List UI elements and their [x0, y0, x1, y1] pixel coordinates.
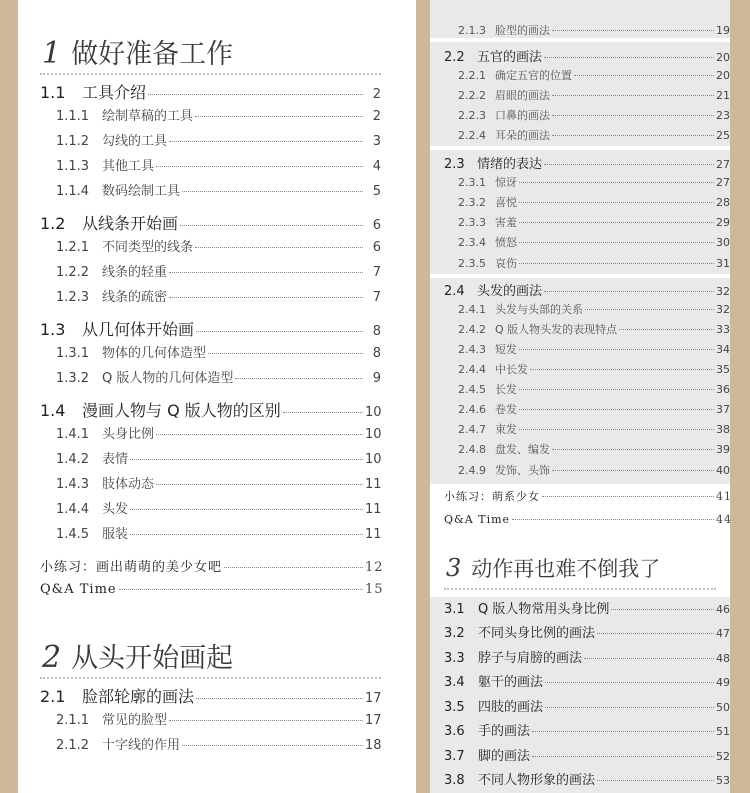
toc-row[interactable]: 1.4.1 头身比例 10	[40, 423, 381, 442]
toc-row[interactable]: 1.2 从线条开始画 6	[40, 211, 381, 234]
toc-row[interactable]: 2.2.2 眉眼的画法 21	[458, 89, 730, 102]
toc-title: 工具介绍	[82, 83, 147, 102]
toc-page: 30	[716, 236, 730, 249]
toc-row[interactable]: 2.3 情绪的表达 27	[444, 153, 730, 172]
toc-title: 头发与头部的关系	[495, 303, 583, 316]
chapter-1-rule	[40, 73, 381, 75]
toc-title: 常见的脸型	[102, 713, 168, 728]
dot-leader	[196, 698, 363, 699]
toc-row[interactable]: 1.4.3 肢体动态 11	[40, 473, 381, 492]
toc-title: 物体的几何体造型	[102, 346, 207, 361]
toc-row[interactable]: 1.1.2 勾线的工具 3	[40, 130, 381, 149]
dot-leader	[552, 95, 714, 96]
toc-title: 线条的轻重	[102, 265, 168, 280]
dot-leader	[532, 756, 714, 757]
chapter-1-heading	[42, 32, 233, 71]
toc-row[interactable]: 2.2.3 口鼻的画法 23	[458, 109, 730, 122]
dot-leader	[544, 164, 714, 165]
toc-title: 确定五官的位置	[495, 69, 572, 82]
dot-leader	[130, 459, 363, 460]
dot-leader	[545, 707, 714, 708]
toc-page: 49	[716, 676, 730, 689]
toc-title: 脸部轮廓的画法	[82, 687, 195, 706]
toc-row[interactable]: 2.3.4 愤怒 30	[458, 236, 730, 249]
toc-title: 肢体动态	[102, 477, 155, 492]
toc-page: 44	[716, 513, 732, 526]
toc-title: 勾线的工具	[102, 134, 168, 149]
toc-title: 从线条开始画	[82, 214, 179, 233]
toc-page: 34	[716, 343, 730, 356]
toc-title: 长发	[495, 383, 517, 396]
toc-title: 头身比例	[102, 427, 155, 442]
toc-row[interactable]: 2.4.3 短发 34	[458, 343, 730, 356]
chapter-3-rule	[444, 588, 716, 590]
toc-page: 8	[372, 346, 381, 361]
toc-title: 不同人物形象的画法	[478, 773, 596, 788]
dot-leader	[169, 141, 363, 142]
toc-page: 41	[716, 490, 732, 503]
toc-row[interactable]: 3.1 Q 版人物常用头身比例 46	[444, 598, 730, 617]
toc-title: 卷发	[495, 403, 517, 416]
toc-title: 束发	[495, 423, 517, 436]
chapter-2-heading	[42, 636, 233, 675]
toc-row[interactable]: 2.2.1 确定五官的位置 20	[458, 69, 730, 82]
toc-title: 五官的画法	[477, 50, 543, 65]
dot-leader	[552, 449, 714, 450]
toc-page: 9	[372, 371, 381, 386]
toc-page: 17	[365, 691, 382, 706]
toc-title: 不同头身比例的画法	[478, 626, 596, 641]
dot-leader	[519, 222, 714, 223]
dot-leader	[519, 263, 714, 264]
toc-page: 36	[716, 383, 730, 396]
toc-title: 头发的画法	[477, 284, 543, 299]
toc-row[interactable]: 3.4 躯干的画法 49	[444, 671, 730, 690]
dot-leader	[552, 115, 714, 116]
dot-leader	[512, 519, 714, 520]
toc-page: 4	[372, 159, 381, 174]
toc-page: 11	[365, 502, 382, 517]
toc-title: 小练习：萌系少女	[444, 490, 540, 503]
toc-page: 48	[716, 652, 730, 665]
dot-leader	[519, 182, 714, 183]
right-page	[430, 0, 730, 793]
toc-page: 38	[716, 423, 730, 436]
toc-title: 中长发	[495, 363, 528, 376]
toc-row[interactable]: 2.4.5 长发 36	[458, 383, 730, 396]
toc-page: 46	[716, 603, 730, 616]
toc-page: 47	[716, 627, 730, 640]
toc-page: 32	[716, 303, 730, 316]
dot-leader	[130, 534, 363, 535]
dot-leader	[544, 57, 714, 58]
toc-page: 7	[372, 290, 381, 305]
toc-page: 12	[365, 560, 384, 575]
dot-leader	[552, 135, 714, 136]
dot-leader	[552, 30, 714, 31]
chapter-1-title: 做好准备工作	[71, 39, 234, 70]
dot-leader	[208, 353, 363, 354]
toc-page: 6	[372, 240, 381, 255]
dot-leader	[544, 291, 714, 292]
toc-row[interactable]: 2.1.2 十字线的作用 18	[40, 734, 381, 753]
toc-title: 四肢的画法	[478, 700, 544, 715]
toc-row[interactable]: 1.4.2 表情 10	[40, 448, 381, 467]
toc-page: 33	[716, 323, 730, 336]
dot-leader	[235, 378, 363, 379]
toc-row[interactable]: 1.1.1 绘制草稿的工具 2	[40, 105, 381, 124]
toc-page: 27	[716, 176, 730, 189]
toc-page: 2	[372, 87, 381, 102]
toc-row[interactable]: 2.2 五官的画法 20	[444, 46, 730, 65]
toc-title: 惊讶	[495, 176, 517, 189]
toc-page: 10	[365, 427, 382, 442]
dot-leader	[574, 75, 714, 76]
toc-title: 喜悦	[495, 196, 517, 209]
toc-title: Q 版人物的几何体造型	[102, 371, 234, 386]
dot-leader	[585, 309, 714, 310]
toc-page: 17	[365, 713, 382, 728]
toc-row[interactable]: 3.2 不同头身比例的画法 47	[444, 622, 730, 641]
toc-row[interactable]: 2.2.4 耳朵的画法 25	[458, 129, 730, 142]
dot-leader	[169, 272, 363, 273]
toc-title: 小练习：画出萌萌的美少女吧	[40, 560, 223, 575]
toc-title: 口鼻的画法	[495, 109, 550, 122]
dot-leader	[552, 470, 714, 471]
toc-row-qa[interactable]	[40, 582, 384, 597]
toc-row[interactable]: 2.4 头发的画法 32	[444, 280, 730, 299]
toc-title: 短发	[495, 343, 517, 356]
dot-leader	[542, 496, 714, 497]
toc-row[interactable]: 2.3.3 害羞 29	[458, 216, 730, 229]
toc-page: 39	[716, 443, 730, 456]
toc-row[interactable]: 1.3.1 物体的几何体造型 8	[40, 342, 381, 361]
toc-row[interactable]: 2.4.4 中长发 35	[458, 363, 730, 376]
toc-title: 表情	[102, 452, 129, 467]
dot-leader	[148, 94, 363, 95]
toc-title: Q&A Time	[444, 513, 511, 526]
toc-page: 51	[716, 725, 730, 738]
toc-row[interactable]: 1.1.3 其他工具 4	[40, 155, 381, 174]
toc-title: 十字线的作用	[102, 738, 181, 753]
toc-title: 手的画法	[478, 724, 531, 739]
toc-row[interactable]: 2.4.8 盘发、编发 39	[458, 443, 730, 456]
dot-leader	[283, 412, 363, 413]
toc-row[interactable]: 3.3 脖子与肩膀的画法 48	[444, 647, 730, 666]
toc-row-practice[interactable]	[40, 556, 384, 575]
dot-leader	[519, 389, 714, 390]
toc-title: 其他工具	[102, 159, 155, 174]
chapter-2-rule	[40, 677, 381, 679]
toc-page: 23	[716, 109, 730, 122]
toc-title: 脖子与肩膀的画法	[478, 651, 583, 666]
dot-leader	[532, 731, 714, 732]
toc-title: 漫画人物与 Q 版人物的区别	[82, 401, 281, 420]
toc-page: 53	[716, 774, 730, 787]
dot-leader	[530, 369, 714, 370]
toc-page: 8	[372, 324, 381, 339]
toc-row[interactable]: 2.3.1 惊讶 27	[458, 176, 730, 189]
toc-page: 10	[365, 452, 382, 467]
dot-leader	[597, 633, 714, 634]
toc-row[interactable]: 1.3.2 Q 版人物的几何体造型 9	[40, 367, 381, 386]
toc-page: 40	[716, 464, 730, 477]
toc-title: 不同类型的线条	[102, 240, 194, 255]
toc-page: 25	[716, 129, 730, 142]
toc-page: 52	[716, 750, 730, 763]
dot-leader	[195, 116, 363, 117]
toc-title: 发饰、头饰	[495, 464, 550, 477]
dot-leader	[156, 166, 363, 167]
toc-title: Q 版人物头发的表现特点	[495, 323, 618, 336]
dot-leader	[169, 720, 363, 721]
toc-page: 15	[365, 582, 384, 597]
dot-leader	[180, 225, 363, 226]
dot-leader	[182, 191, 363, 192]
dot-leader	[619, 329, 714, 330]
dot-leader	[519, 349, 714, 350]
toc-page: 32	[716, 285, 730, 298]
toc-row[interactable]: 2.1.3 脸型的画法 19	[458, 24, 730, 37]
toc-page: 11	[365, 527, 382, 542]
toc-page: 5	[372, 184, 381, 199]
toc-title: 绘制草稿的工具	[102, 109, 194, 124]
toc-row[interactable]: 2.4.9 发饰、头饰 40	[458, 464, 730, 477]
toc-row[interactable]: 3.6 手的画法 51	[444, 720, 730, 739]
toc-page: 21	[716, 89, 730, 102]
toc-row[interactable]: 1.1.4 数码绘制工具 5	[40, 180, 381, 199]
toc-page: 28	[716, 196, 730, 209]
dot-leader	[196, 331, 363, 332]
dot-leader	[182, 745, 363, 746]
toc-row[interactable]: 2.4.1 头发与头部的关系 32	[458, 303, 730, 316]
dot-leader	[156, 484, 363, 485]
toc-title: Q 版人物常用头身比例	[478, 602, 610, 617]
chapter-2-number: 2	[42, 640, 62, 675]
toc-title: 愤怒	[495, 236, 517, 249]
dot-leader	[195, 247, 363, 248]
toc-title: 眉眼的画法	[495, 89, 550, 102]
toc-row[interactable]: 3.5 四肢的画法 50	[444, 696, 730, 715]
dot-leader	[519, 429, 714, 430]
toc-page: 11	[365, 477, 382, 492]
toc-page: 31	[716, 257, 730, 270]
toc-title: 躯干的画法	[478, 675, 544, 690]
dot-leader	[519, 202, 714, 203]
dot-leader	[584, 658, 714, 659]
dot-leader	[545, 682, 714, 683]
chapter-3-heading	[446, 553, 660, 583]
dot-leader	[119, 589, 363, 590]
left-page	[18, 0, 416, 793]
toc-page: 37	[716, 403, 730, 416]
toc-page: 50	[716, 701, 730, 714]
dot-leader	[130, 509, 363, 510]
dot-leader	[597, 780, 714, 781]
toc-title: 情绪的表达	[477, 157, 543, 172]
dot-leader	[224, 567, 363, 568]
toc-page: 35	[716, 363, 730, 376]
toc-row[interactable]: 1.1 工具介绍 2	[40, 80, 381, 103]
toc-page: 18	[365, 738, 382, 753]
toc-title: 线条的疏密	[102, 290, 168, 305]
toc-page: 29	[716, 216, 730, 229]
toc-title: 从几何体开始画	[82, 320, 195, 339]
chapter-3-title: 动作再也难不倒我了	[471, 557, 661, 581]
toc-row[interactable]: 2.1 脸部轮廓的画法 17	[40, 684, 381, 707]
toc-row[interactable]: 2.4.7 束发 38	[458, 423, 730, 436]
toc-page: 20	[716, 51, 730, 64]
toc-row[interactable]: 2.3.5 哀伤 31	[458, 257, 730, 270]
toc-page: 27	[716, 158, 730, 171]
toc-row[interactable]: 3.8 不同人物形象的画法 53	[444, 769, 730, 788]
toc-row-qa[interactable]	[444, 513, 730, 526]
toc-page: 7	[372, 265, 381, 280]
toc-row[interactable]: 1.3 从几何体开始画 8	[40, 317, 381, 340]
toc-title: 脸型的画法	[495, 24, 550, 37]
toc-row[interactable]: 2.4.2 Q 版人物头发的表现特点 33	[458, 323, 730, 336]
toc-title: 头发	[102, 502, 129, 517]
toc-row[interactable]: 1.4.4 头发 11	[40, 498, 381, 517]
toc-title: Q&A Time	[40, 582, 117, 597]
dot-leader	[519, 242, 714, 243]
dot-leader	[519, 409, 714, 410]
toc-page: 2	[372, 109, 381, 124]
toc-title: 服装	[102, 527, 129, 542]
toc-title: 害羞	[495, 216, 517, 229]
toc-page: 19	[716, 24, 730, 37]
toc-row[interactable]: 1.2.2 线条的轻重 7	[40, 261, 381, 280]
toc-row[interactable]: 1.4 漫画人物与 Q 版人物的区别 10	[40, 398, 381, 421]
toc-row[interactable]: 1.4.5 服装 11	[40, 523, 381, 542]
toc-row-practice[interactable]	[444, 488, 730, 504]
toc-title: 哀伤	[495, 257, 517, 270]
dot-leader	[169, 297, 363, 298]
toc-row[interactable]: 2.4.6 卷发 37	[458, 403, 730, 416]
toc-page: 20	[716, 69, 730, 82]
chapter-2-title: 从头开始画起	[71, 643, 234, 674]
toc-title: 盘发、编发	[495, 443, 550, 456]
toc-title: 耳朵的画法	[495, 129, 550, 142]
chapter-1-number: 1	[42, 36, 62, 71]
toc-title: 脚的画法	[478, 749, 531, 764]
toc-row[interactable]: 2.3.2 喜悦 28	[458, 196, 730, 209]
toc-row[interactable]: 1.2.3 线条的疏密 7	[40, 286, 381, 305]
toc-page: 3	[372, 134, 381, 149]
dot-leader	[156, 434, 363, 435]
toc-page: 6	[372, 218, 381, 233]
toc-title: 数码绘制工具	[102, 184, 181, 199]
toc-row[interactable]: 2.1.1 常见的脸型 17	[40, 709, 381, 728]
dot-leader	[611, 609, 714, 610]
toc-page: 10	[365, 405, 382, 420]
toc-row[interactable]: 3.7 脚的画法 52	[444, 745, 730, 764]
chapter-3-number: 3	[446, 554, 462, 582]
toc-row[interactable]: 1.2.1 不同类型的线条 6	[40, 236, 381, 255]
